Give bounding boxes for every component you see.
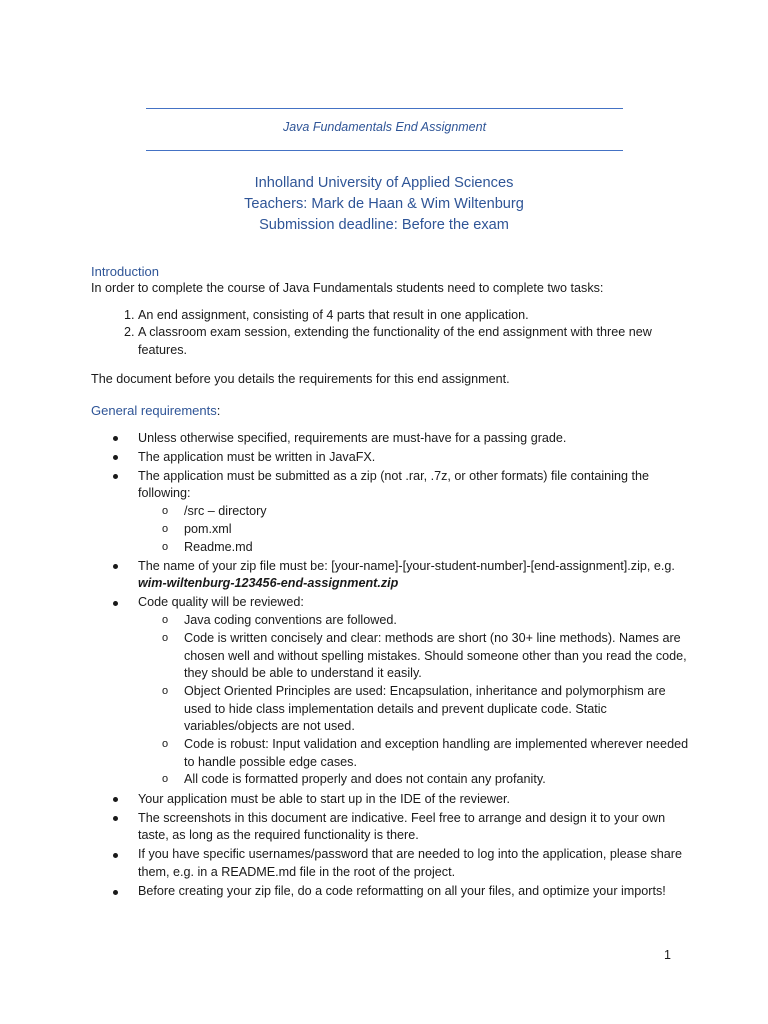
running-header: Java Fundamentals End Assignment	[282, 120, 487, 134]
bullet-icon	[113, 890, 118, 895]
list-item	[91, 558, 691, 593]
list-item-text: Code quality will be reviewed:	[138, 595, 304, 610]
title-teachers: Teachers: Mark de Haan & Wim Wiltenburg	[244, 196, 524, 212]
sub-list	[138, 503, 691, 556]
list-item	[91, 791, 691, 809]
list-item	[91, 883, 691, 901]
bullet-icon	[113, 474, 118, 479]
list-item-text: Your application must be able to start up in the IDE of the reviewer.	[138, 791, 510, 806]
circle-bullet-icon: o	[162, 614, 169, 627]
circle-bullet-icon: o	[162, 684, 169, 697]
list-item-text: All code is formatted properly and does not contain any profanity.	[184, 772, 546, 787]
circle-bullet-icon: o	[162, 522, 169, 535]
bullet-icon	[113, 601, 118, 606]
list-item	[138, 307, 691, 325]
intro-closing: The document before you details the requirements for this end assignment.	[91, 371, 510, 386]
header-bottom-rule	[146, 150, 623, 151]
list-item	[91, 449, 691, 467]
bullet-icon	[113, 564, 118, 569]
list-item-text: The application must be written in JavaFX.	[138, 449, 376, 464]
list-item-text: The name of your zip file must be: [your-name]-[your-student-number]-[end-assignment].zip, e.g.	[138, 558, 675, 573]
list-item-text: The screenshots in this document are indicative. Feel free to arrange and design it to your own taste, as long as the required functionality is there.	[138, 810, 666, 843]
list-item-text: Unless otherwise specified, requirements are must-have for a passing grade.	[138, 430, 567, 445]
header-top-rule	[146, 108, 623, 109]
list-item	[91, 810, 691, 845]
circle-bullet-icon: o	[162, 738, 169, 751]
requirements-list	[91, 430, 691, 901]
list-item-text: Before creating your zip file, do a code reformatting on all your files, and optimize your imports!	[138, 884, 666, 899]
circle-bullet-icon: o	[162, 505, 169, 518]
list-item-text: Readme.md	[184, 539, 253, 554]
title-block	[100, 173, 668, 236]
list-item-text: Code is robust: Input validation and exception handling are implemented wherever needed to handle possible edge cases.	[184, 737, 689, 769]
heading-text: General requirements	[91, 402, 217, 418]
document-body	[91, 263, 691, 902]
sub-list-item	[138, 630, 691, 683]
zip-name-example: wim-wiltenburg-123456-end-assignment.zip	[138, 576, 399, 591]
list-item-text: /src – directory	[184, 504, 267, 519]
sub-list	[138, 612, 691, 789]
sub-list-item	[138, 736, 691, 771]
title-deadline: Submission deadline: Before the exam	[259, 217, 509, 233]
list-item-text: The application must be submitted as a zip (not .rar, .7z, or other formats) file containing the following:	[138, 468, 649, 501]
list-item	[91, 594, 691, 789]
bullet-icon	[113, 797, 118, 802]
sub-list-item	[138, 521, 691, 539]
bullet-icon	[113, 455, 118, 460]
intro-paragraph: In order to complete the course of Java Fundamentals students need to complete two tasks:	[91, 281, 604, 295]
list-item-text: Java coding conventions are followed.	[184, 613, 397, 628]
page-number: 1	[664, 948, 671, 962]
list-item-text: pom.xml	[184, 521, 232, 536]
list-item-text: An end assignment, consisting of 4 parts that result in one application.	[138, 307, 529, 322]
sub-list-item	[138, 612, 691, 630]
list-item-text: Object Oriented Principles are used: Encapsulation, inheritance and polymorphism are used to hide class implementation details and prevent duplicate code. Static variables/objects are not used.	[184, 683, 666, 734]
list-item	[91, 468, 691, 557]
heading-colon: :	[216, 402, 221, 418]
list-item	[91, 430, 691, 448]
sub-list-item	[138, 503, 691, 521]
bullet-icon	[113, 816, 118, 821]
title-university: Inholland University of Applied Sciences	[254, 175, 514, 191]
heading-general-requirements	[91, 402, 691, 419]
sub-list-item	[138, 771, 691, 789]
heading-introduction: Introduction	[91, 264, 159, 279]
bullet-icon	[113, 853, 118, 858]
list-item-text: A classroom exam session, extending the functionality of the end assignment with three new features.	[138, 325, 652, 358]
list-item-text: Code is written concisely and clear: methods are short (no 30+ line methods). Names are chosen well and without spelling mistakes. Should someone other than you read the code, they should be able to understand it easily.	[184, 630, 687, 681]
circle-bullet-icon: o	[162, 631, 169, 644]
intro-task-list	[91, 307, 691, 360]
list-item	[138, 324, 691, 359]
sub-list-item	[138, 539, 691, 557]
list-item-text: If you have specific usernames/password that are needed to log into the application, please share them, e.g. in a README.md file in the root of the project.	[138, 847, 682, 880]
bullet-icon	[113, 436, 118, 441]
sub-list-item	[138, 683, 691, 736]
circle-bullet-icon: o	[162, 773, 169, 786]
circle-bullet-icon: o	[162, 540, 169, 553]
list-item	[91, 846, 691, 881]
